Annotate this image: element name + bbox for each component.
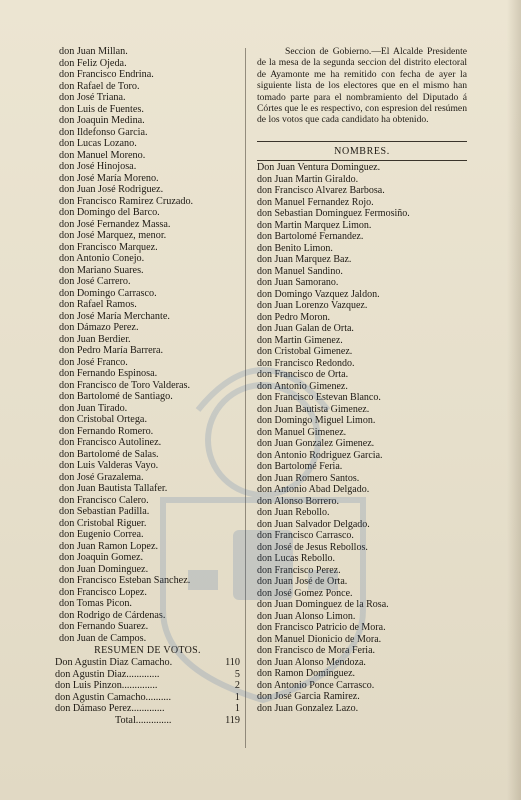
elector-name: don Bartolomé de Salas. [59,448,159,460]
elector-name: don Francisco Estevan Blanco. [257,392,381,403]
elector-name: don Domingo Vazquez Jaldon. [257,288,380,300]
elector-name: don Francisco Perez. [257,564,341,576]
elector-name: don Manuel Moreno. [59,149,146,161]
elector-name: don José Gomez Ponce. [257,587,353,599]
elector-name: don José Hinojosa. [59,161,137,172]
elector-name: don Francisco Ramirez Cruzado. [59,195,194,207]
elector-name: don Cristobal Ortega. [59,414,147,425]
summary-total-row [55,715,240,727]
summary-total-label: Total.............. [115,714,172,726]
elector-name: don Francisco Redondo. [257,357,355,369]
vote-summary [55,657,240,726]
elector-name: don Juan Tirado. [59,402,128,414]
elector-name: don Juan Berdier. [59,333,131,345]
elector-name: don Juan José de Orta. [257,576,348,587]
elector-name: don Sebastian Padilla. [59,506,150,517]
summary-heading: RESUMEN DE VOTOS. [94,645,201,656]
elector-name: don Francisco Esteban Sanchez. [59,575,191,586]
elector-name: don Lucas Rebollo. [257,553,336,564]
elector-name: don Fernando Suarez. [59,621,149,632]
elector-name: don Juan Bautista Gimenez. [257,403,370,415]
elector-name: don Juan Galan de Orta. [257,323,354,334]
candidate-votes: 5 [234,668,240,680]
summary-row [55,669,240,681]
elector-name: don Rodrigo de Cárdenas. [59,609,166,621]
elector-name: don Fernando Romero. [59,425,154,437]
candidate-name: Don Agustin Diaz Camacho. [55,657,173,668]
elector-name: don José María Moreno. [59,172,159,184]
candidate-name: don Agustin Diaz............. [55,668,160,680]
elector-name: don Francisco de Mora Feria. [257,645,376,656]
candidate-name: don Dámaso Perez............. [55,703,165,714]
candidate-name: don Luis Pinzon.............. [55,680,158,691]
elector-name: don Francisco Autolinez. [59,437,162,448]
elector-name: don Rafael de Toro. [59,80,140,92]
elector-name: don Juan Lorenzo Vazquez. [257,300,368,311]
elector-name: don Antonio Conejo. [59,253,145,264]
page-edge-shadow [507,0,521,800]
elector-name: don Antonio Rodriguez Garcia. [257,449,383,461]
names-heading: NOMBRES. [334,146,390,157]
summary-total-value: 119 [225,714,240,726]
elector-name: don Martin Gimenez. [257,334,343,346]
heading-rule-bottom [257,160,467,161]
elector-name: don Antonio Abad Delgado. [257,484,370,495]
elector-name: don Juan Dominguez de la Rosa. [257,599,389,610]
elector-name: don Juan Gonzalez Gimenez. [257,438,375,449]
elector-name: don Juan Rebollo. [257,507,330,518]
elector-name: don Joaquin Medina. [59,115,145,126]
candidate-votes: 110 [225,657,240,668]
elector-name: don Luis Valderas Vayo. [59,460,159,471]
elector-name: don Antonio Gimenez. [257,380,348,392]
elector-name: Don Juan Ventura Dominguez. [257,162,381,173]
elector-name: don Francisco Alvarez Barbosa. [257,185,385,196]
elector-name: don Benito Limon. [257,242,333,254]
elector-name: don Francisco Endrina. [59,69,154,80]
elector-name: don Joaquin Gomez. [59,552,144,563]
elector-name: don José Fernandez Massa. [59,218,171,230]
elector-name: don José Grazalema. [59,471,144,483]
elector-name: don Juan Samorano. [257,277,339,288]
elector-name: don Juan Alonso Limon. [257,610,356,622]
elector-name: don Juan de Campos. [59,632,147,644]
elector-name: don Francisco Lopez. [59,586,147,598]
elector-name: don Domingo Miguel Limon. [257,415,376,426]
elector-name: don José Carrero. [59,276,131,287]
elector-name: don Eugenio Correa. [59,529,144,540]
column-divider [245,48,246,748]
elector-name: don Pedro María Barrera. [59,345,164,356]
elector-name: don Ramon Dominguez. [257,668,356,679]
elector-name: don Juan Martin Giraldo. [257,173,359,185]
elector-name: don Martin Marquez Limon. [257,219,372,231]
elector-name: don Cristobal Gimenez. [257,346,353,357]
intro-paragraph: Seccion de Gobierno.—El Alcalde Presidente de la mesa de la segunda seccion del distrito electoral de Ayamonte me ha remitido con fecha de ayer la siguiente lista de los electores que en el mismo han tomado parte para el nombramiento del Diputado á Córtes que le es respectivo, con espresion del resúmen de los votos que cada candidato ha obtenido. [257,46,467,126]
elector-name: don José Franco. [59,356,128,368]
elector-name: don Francisco Patricio de Mora. [257,622,386,633]
summary-row [55,657,240,669]
candidate-name: don Agustin Camacho.......... [55,691,172,703]
elector-name: don Sebastian Dominguez Fermosiño. [257,208,410,219]
elector-name: don Juan Gonzalez Lazo. [257,702,359,714]
elector-name: don Manuel Sandino. [257,265,343,277]
summary-row [55,692,240,704]
elector-name: don Luis de Fuentes. [59,103,144,115]
elector-name: don José Garcia Ramirez. [257,691,360,702]
elector-name: don Juan Ramon Lopez. [59,540,159,552]
elector-name: don Alonso Borrero. [257,495,339,507]
elector-name: don Francisco Carrasco. [257,530,354,541]
candidate-votes: 2 [234,680,240,691]
elector-name: don Juan Millan. [59,46,128,57]
elector-name: don Francisco de Orta. [257,369,349,380]
elector-name: don Fernando Espinosa. [59,368,158,379]
elector-name: don Juan Dominguez. [59,563,149,575]
elector-name: don Rafael Ramos. [59,299,137,310]
elector-name: don Ildefonso Garcia. [59,126,148,138]
elector-name: don Manuel Dionicio de Mora. [257,633,382,645]
elector-name: don Cristobal Riguer. [59,517,147,529]
elector-name: don José Triana. [59,92,126,103]
elector-name: don Feliz Ojeda. [59,57,127,69]
elector-name: don Dámazo Perez. [59,322,139,333]
elector-name: don Juan Alonso Mendoza. [257,656,366,668]
elector-name: don Manuel Gimenez. [257,426,347,438]
elector-name: don Manuel Fernandez Rojo. [257,196,374,208]
elector-name: don Juan Marquez Baz. [257,254,352,265]
candidate-votes: 1 [234,691,240,703]
elector-name: don Bartolomé Feria. [257,461,343,472]
elector-name: don Francisco Marquez. [59,241,158,253]
elector-name: don José de Jesus Rebollos. [257,541,368,553]
elector-name: don Bartolomé de Santiago. [59,391,173,402]
elector-name: don Juan Romero Santos. [257,472,360,484]
summary-row [55,703,240,715]
elector-name: don Pedro Moron. [257,311,331,323]
elector-name: don Juan Salvador Delgado. [257,518,370,530]
elector-name: don Francisco de Toro Valderas. [59,379,191,391]
left-name-list [55,46,240,644]
elector-name: don Mariano Suares. [59,264,144,276]
elector-name: don Juan Bautista Tallafer. [59,483,168,494]
elector-name: don Antonio Ponce Carrasco. [257,679,375,691]
elector-name: don José Marquez, menor. [59,230,167,241]
elector-name: don José María Merchante. [59,310,170,322]
elector-name: don Domingo del Barco. [59,207,160,218]
left-column [55,46,240,726]
right-column [257,46,467,714]
right-name-list [257,162,467,714]
candidate-votes: 1 [234,703,240,714]
elector-name: don Juan José Rodriguez. [59,184,164,195]
elector-name: don Lucas Lozano. [59,138,137,149]
summary-row [55,680,240,692]
elector-name: don Francisco Calero. [59,494,149,506]
heading-rule-top [257,141,467,142]
elector-name: don Bartolomé Fernandez. [257,231,364,242]
elector-name: don Tomas Picon. [59,598,132,609]
elector-name: don Domingo Carrasco. [59,287,157,299]
